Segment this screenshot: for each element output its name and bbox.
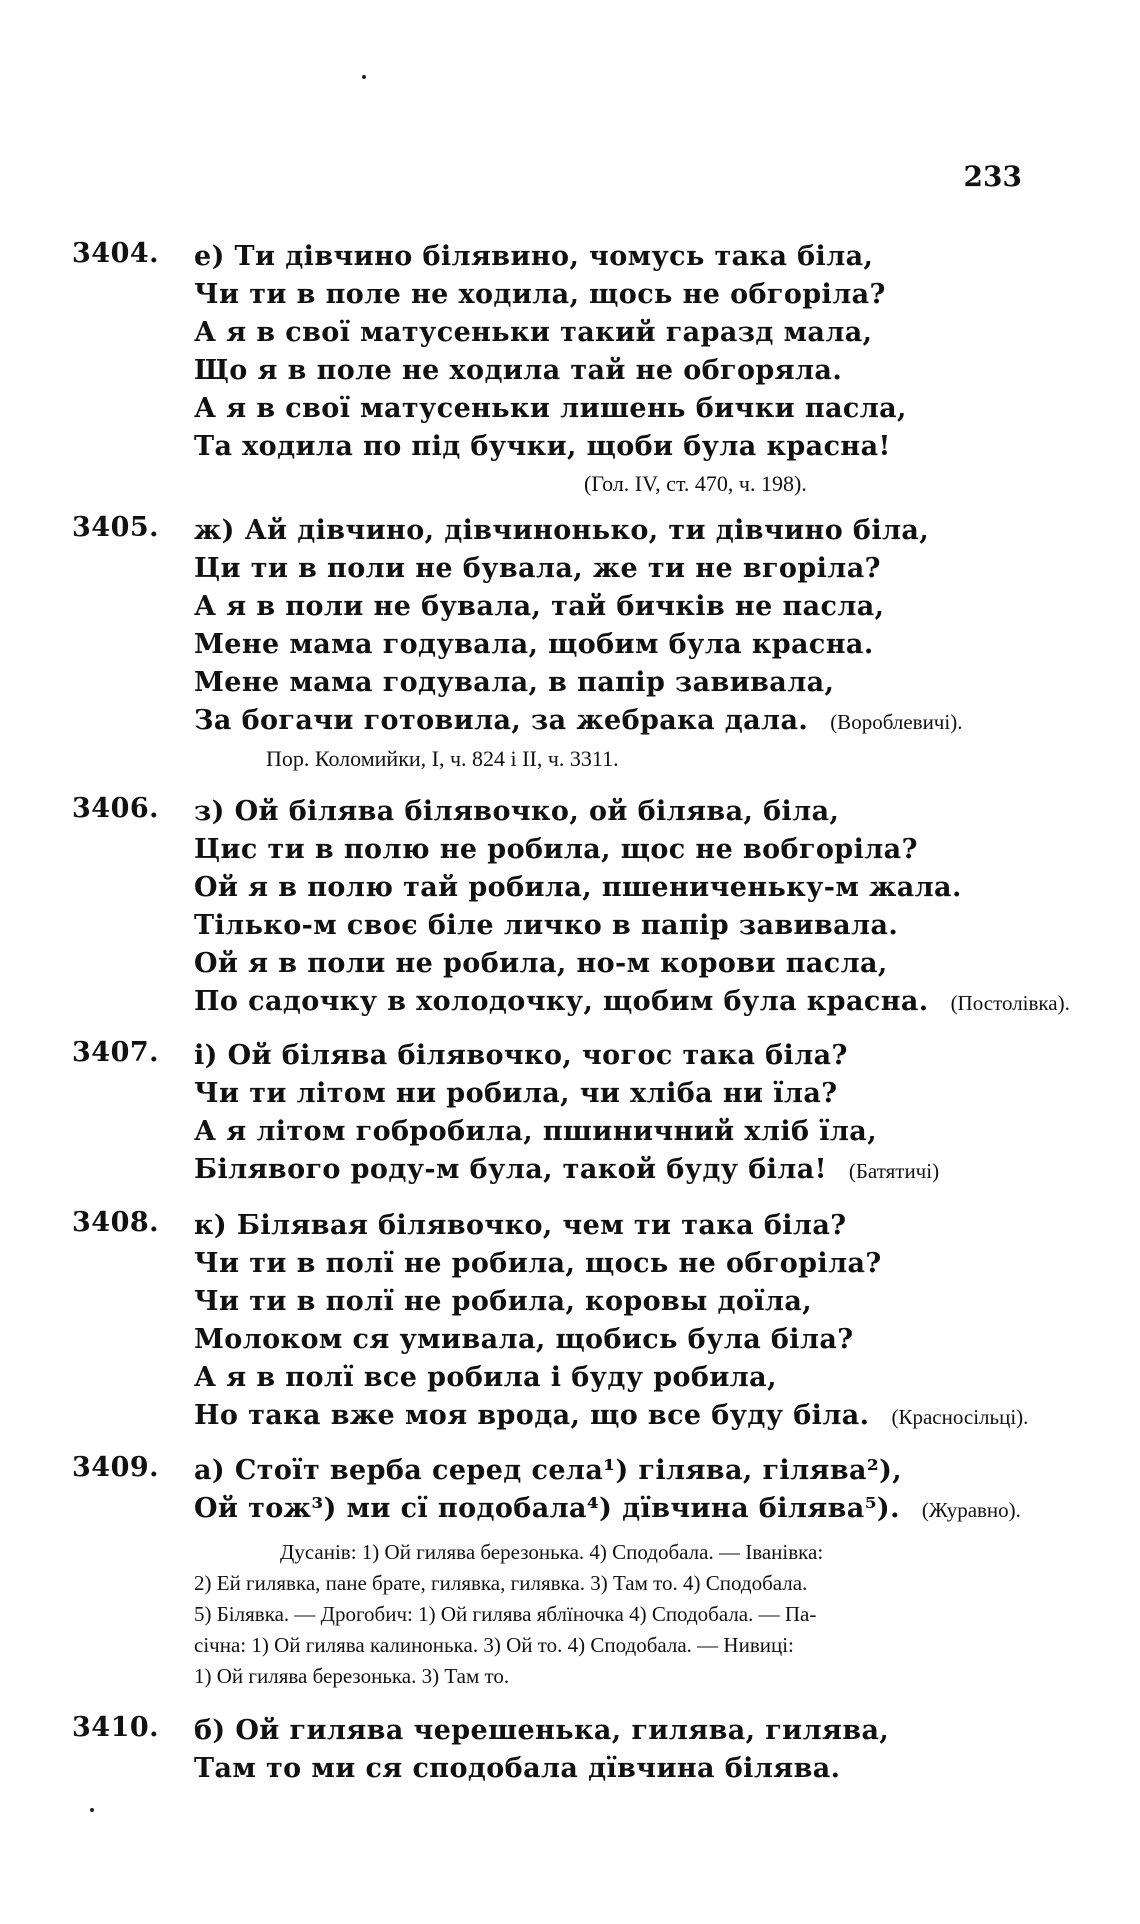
- verse-line: Чи ти в поле не ходила, щось не обгоріла?: [194, 279, 886, 310]
- verse-line: Ой я в полю тай робила, пшениченьку-м жала.: [194, 872, 962, 903]
- page-number: 233: [963, 160, 1022, 193]
- verse-line: Цис ти в полю не робила, щос не вобгоріла?: [194, 834, 918, 865]
- entry-number: 3409.: [72, 1452, 160, 1483]
- verse-line: Молоком ся умивала, щобись була біла?: [194, 1324, 854, 1355]
- verse: [194, 1712, 1074, 1788]
- verse-line: Тілько-м своє біле личко в папір завивала.: [194, 910, 899, 941]
- speck-top: [362, 75, 366, 79]
- source-citation: (Журавно).: [921, 1498, 1021, 1522]
- verse: [194, 1452, 1074, 1692]
- entry-number: 3406.: [72, 793, 160, 824]
- note-line: Дусанів: 1) Ой гилява березонька. 4) Сподобала. — Іванівка:: [280, 1540, 824, 1564]
- source-citation: (Гол. IV, ст. 470, ч. 198).: [584, 471, 807, 496]
- verse-line: б) Ой гилява черешенька, гилява, гилява,: [194, 1715, 890, 1746]
- verse: [194, 512, 1074, 777]
- verse-line: А я в полї все робила і буду робила,: [194, 1362, 777, 1393]
- entry-number: 3408.: [72, 1207, 160, 1238]
- verse-line: А я в поли не бувала, тай бичків не пасла,: [194, 591, 885, 622]
- comparison-reference: Пор. Коломийки, I, ч. 824 і II, ч. 3311.: [266, 746, 619, 771]
- verse-line: Чи ти в полї не робила, щось не обгоріла?: [194, 1248, 882, 1279]
- verse: [194, 1207, 1074, 1436]
- source-citation: (Постолівка).: [950, 991, 1070, 1015]
- entry-number: 3410.: [72, 1712, 160, 1743]
- verse: [194, 793, 1074, 1022]
- source-citation: (Батятичі): [848, 1159, 940, 1183]
- verse-line: Мене мама годувала, щобим була красна.: [194, 629, 874, 660]
- verse-line: Чи ти літом ни робила, чи хліба ни їла?: [194, 1078, 838, 1109]
- source-citation: (Красносільці).: [891, 1405, 1029, 1429]
- verse-line: Мене мама годувала, в папір завивала,: [194, 667, 835, 698]
- verse-line: Там то ми ся сподобала дївчина білява.: [194, 1753, 841, 1784]
- verse-line: А я в свої матусеньки такий гаразд мала,: [194, 317, 873, 348]
- verse-line: і) Ой білява білявочко, чогос така біла?: [194, 1040, 848, 1071]
- verse-line: А я в свої матусеньки лишень бички пасла,: [194, 393, 907, 424]
- speck-bottom: [90, 1808, 94, 1812]
- verse: [194, 238, 1074, 502]
- entry-number: 3407.: [72, 1037, 160, 1068]
- verse-line: За богачи готовила, за жебрака дала. (Вороблевичі).: [194, 705, 963, 736]
- verse-line: ж) Ай дівчино, дівчинонько, ти дівчино біла,: [194, 515, 930, 546]
- verse-line: Ци ти в поли не бувала, же ти не вгоріла?: [194, 553, 881, 584]
- verse-line: По садочку в холодочку, щобим була красна. (Постолівка).: [194, 986, 1070, 1017]
- note-line: 2) Ей гилявка, пане брате, гилявка, гилявка. 3) Там то. 4) Сподобала.: [194, 1571, 808, 1595]
- verse-line: Що я в поле не ходила тай не обгоряла.: [194, 355, 843, 386]
- verse-line: Но така вже моя врода, що все буду біла. (Красносільці).: [194, 1400, 1029, 1431]
- entry-number: 3404.: [72, 238, 160, 269]
- note-line: січна: 1) Ой гилява калинонька. 3) Ой то. 4) Сподобала. — Нивиці:: [194, 1633, 794, 1657]
- note-line: 5) Білявка. — Дрогобич: 1) Ой гилява яблїночка 4) Сподобала. — Па-: [194, 1602, 817, 1626]
- entry-number: 3405.: [72, 512, 160, 543]
- verse-line: Ой тож³) ми сї подобала⁴) дївчина білява⁵). (Журавно).: [194, 1493, 1021, 1524]
- variant-notes: [194, 1537, 1034, 1692]
- verse-line: Білявого роду-м була, такой буду біла! (Батятичі): [194, 1154, 940, 1185]
- verse-line: к) Білявая білявочко, чем ти така біла?: [194, 1210, 847, 1241]
- verse-line: Та ходила по під бучки, щоби була красна!: [194, 431, 891, 462]
- note-line: 1) Ой гилява березонька. 3) Там то.: [194, 1664, 510, 1688]
- verse-line: А я літом гобробила, пшиничний хліб їла,: [194, 1116, 877, 1147]
- verse-line: Ой я в поли не робила, но-м корови пасла,: [194, 948, 888, 979]
- verse: [194, 1037, 1074, 1190]
- verse-line: е) Ти дівчино білявино, чомусь така біла,: [194, 241, 874, 272]
- source-citation: (Вороблевичі).: [830, 710, 963, 734]
- verse-line: а) Стоїт верба серед села¹) гілява, гілява²),: [194, 1455, 903, 1486]
- verse-line: Чи ти в полї не робила, коровы доїла,: [194, 1286, 813, 1317]
- verse-line: з) Ой білява білявочко, ой білява, біла,: [194, 796, 840, 827]
